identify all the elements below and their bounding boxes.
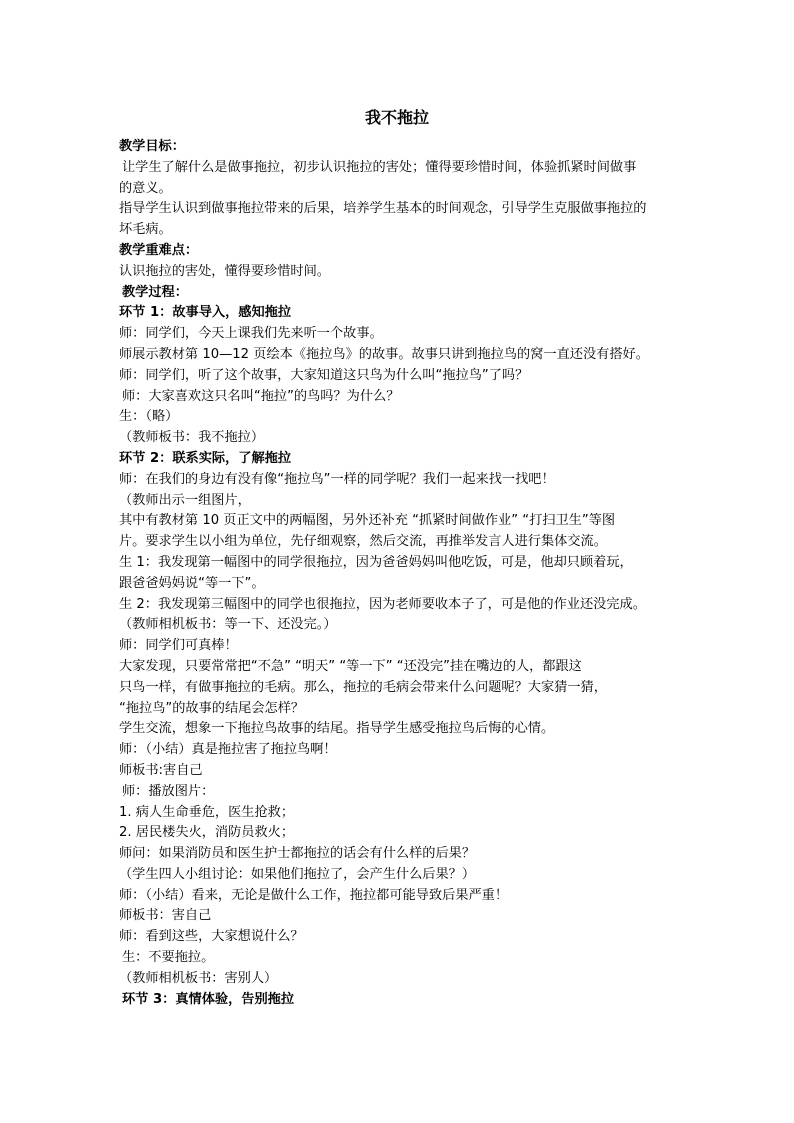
text-line: 指导学生认识到做事拖拉带来的后果，培养学生基本的时间观念，引导学生克服做事拖拉的 [119,201,647,217]
text-line: 1. 病人生命垂危，医生抢救； [119,804,295,820]
text-line: 2. 居民楼失火，消防员救火； [119,825,295,841]
text-line: 生 1：我发现第一幅图中的同学很拖拉，因为爸爸妈妈叫他吃饭，可是，他却只顾着玩， [119,554,633,570]
text-line: 师板书:害自己 [119,762,203,778]
text-line: 片。要求学生以小组为单位，先仔细观察，然后交流，再推举发言人进行集体交流。 [119,534,607,550]
text-line: 坏毛病。 [119,222,172,238]
text-line: 师：大家喜欢这只名叫“拖拉”的鸟吗？为什么？ [122,388,400,404]
text-line: 师：（小结）真是拖拉害了拖拉鸟啊！ [119,742,337,758]
section-heading: 教学目标： [119,139,185,154]
text-line: 其中有教材第 10 页正文中的两幅图，另外还补充 “抓紧时间做作业” “打扫卫生”等图 [119,513,616,529]
text-line: （学生四人小组讨论：如果他们拖拉了，会产生什么后果？） [119,866,476,882]
text-line: 认识拖拉的害处，懂得要珍惜时间。 [119,263,330,279]
text-line: 的意义。 [119,180,172,196]
text-line: 师：同学们，听了这个故事，大家知道这只鸟为什么叫“拖拉鸟”了吗？ [119,367,529,383]
text-line: 大家发现，只要常常把“不急” “明天” “等一下” “还没完”挂在嘴边的人，都跟这 [119,658,582,674]
text-line: （教师出示一组图片， [119,492,251,508]
section-heading: 环节 3：真情体验，告别拖拉 [122,991,295,1007]
text-line: 师板书：害自己 [119,908,212,924]
text-line: （教师相机板书：等一下、还没完。） [119,617,337,633]
section-heading: 环节 2：联系实际，了解拖拉 [119,450,292,466]
section-heading: 教学重难点： [119,242,199,258]
text-line: 跟爸爸妈妈说“等一下”。 [119,575,265,591]
text-line: 只鸟一样，有做事拖拉的毛病。那么，拖拉的毛病会带来什么问题呢？大家猜一猜， [119,679,607,695]
section-heading: 环节 1：故事导入，感知拖拉 [119,305,292,321]
document-body [119,137,685,1010]
text-line: 生：（略） [119,409,179,425]
text-line: 师：播放图片： [122,783,215,799]
text-line: 让学生了解什么是做事拖拉，初步认识拖拉的害处；懂得要珍惜时间，体验抓紧时间做事 [122,159,637,175]
text-line: “拖拉鸟”的故事的结尾会怎样？ [119,700,305,716]
text-line: （教师相机板书：害别人） [119,970,278,986]
text-line: 师展示教材第 10—12 页绘本《拖拉鸟》的故事。故事只讲到拖拉鸟的窝一直还没有搭好。 [119,346,649,362]
text-line: 师问：如果消防员和医生护士都拖拉的话会有什么样的后果？ [119,846,476,862]
text-line: 师：同学们，今天上课我们先来听一个故事。 [119,326,383,342]
text-line: 生：不要拖拉。 [122,950,215,966]
text-line: 师：（小结）看来，无论是做什么工作，拖拉都可能导致后果严重！ [119,887,509,903]
text-line: 师：在我们的身边有没有像“拖拉鸟”一样的同学呢？我们一起来找一找吧！ [119,471,555,487]
text-line: 师：看到这些，大家想说什么？ [119,929,304,945]
text-line: 学生交流，想象一下拖拉鸟故事的结尾。指导学生感受拖拉鸟后悔的心情。 [119,721,555,737]
text-line: 生 2：我发现第三幅图中的同学也很拖拉，因为老师要收本子了，可是他的作业还没完成。 [119,596,646,612]
text-line: 师：同学们可真棒！ [119,638,238,654]
section-heading: 教学过程： [122,284,188,300]
text-line: （教师板书：我不拖拉） [119,430,265,446]
document-title: 我不拖拉 [364,108,429,127]
